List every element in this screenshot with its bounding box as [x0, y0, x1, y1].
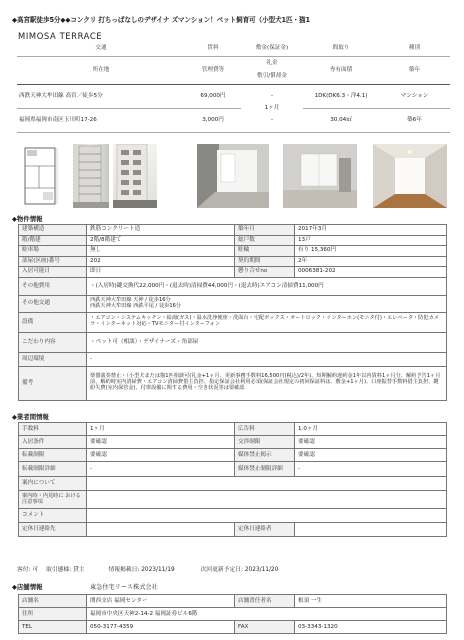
val-ad-fee: 1.0ヶ月	[295, 423, 447, 436]
val-tel: 050-3177-4359	[87, 621, 235, 634]
company-info-table	[18, 422, 447, 537]
summary-deposit-cell	[241, 84, 303, 132]
lbl-tel: TEL	[19, 621, 87, 634]
val-equipment: ・エアコン・システムキッチン・給湯(ガス)・温水洗浄便座・洗面台・宅配ボックス・オートロック・インターホン(モニタ付)・エレベータ・防犯カメラ・インターネット対応・TVモニター付インターフォン	[87, 312, 447, 332]
hdr-type: 種別	[379, 42, 450, 56]
lbl-contract: 契約期間	[235, 256, 295, 267]
interior-photo-2	[283, 144, 357, 208]
lbl-movein: 入居可能日	[19, 267, 87, 278]
val-resale: 要確認	[87, 449, 235, 462]
info-next-update: 次回更新予定日: 2023/11/20	[200, 567, 279, 573]
val-other-traffic-cell	[87, 295, 447, 312]
exterior-photo-2	[113, 144, 157, 208]
val-store-address: 福岡市中央区天神2-14-2 福岡証券ビル6階	[87, 608, 447, 621]
lbl-resale-detail: 転載制限詳細	[19, 462, 87, 477]
store-info-table	[18, 594, 447, 634]
interior-photo-1	[197, 144, 269, 208]
lbl-media-detail: 媒体禁止制限詳細	[235, 462, 295, 477]
listing-info-line	[17, 564, 284, 573]
hdr-age: 築年	[379, 56, 450, 84]
exterior-photo-1	[73, 144, 109, 208]
section-property-info: ◆物件情報	[12, 215, 43, 223]
lbl-parking: 駐車場	[19, 246, 87, 257]
summary-layout: 1DK(DK6.3・洋4.1)	[303, 84, 379, 108]
val-parking: 無し	[87, 246, 235, 257]
lbl-resale: 転載制限	[19, 449, 87, 462]
val-other-traffic-1: 西鉄天神大牟田線 天神 / 徒歩16分	[90, 296, 171, 303]
val-movein: 即日	[87, 267, 235, 278]
interior-photo-3	[373, 144, 447, 208]
hdr-layout: 間取り	[303, 42, 379, 56]
hdr-area: 専有面積	[303, 56, 379, 84]
lbl-fax: FAX	[235, 621, 295, 634]
summary-age: 築6年	[379, 108, 450, 132]
lbl-preferences: こだわり内容	[19, 332, 87, 352]
section-company-info: ◆業者間情報	[12, 413, 49, 421]
lbl-bike: 駐輪	[235, 246, 295, 257]
val-media: 要確認	[295, 449, 447, 462]
lbl-fee: 手数料	[19, 423, 87, 436]
summary-rent: 69,000円	[185, 84, 241, 108]
val-bike: 有り 15,360円	[295, 246, 447, 257]
hdr-amort: 敷引/償却金	[257, 73, 287, 79]
val-media-detail: -	[295, 462, 447, 477]
lbl-room: 部屋(区画)番号	[19, 256, 87, 267]
val-environment: -	[87, 352, 447, 366]
summary-deposit: -	[270, 93, 274, 99]
val-conditions: 要確認	[87, 436, 235, 449]
val-contract: 2年	[295, 256, 447, 267]
summary-key-money: 1ヶ月	[264, 105, 280, 111]
lbl-built: 築年月	[235, 225, 295, 236]
info-posted-date: 情報掲載日: 2023/11/19	[108, 567, 175, 573]
lbl-media: 媒体禁止掲示	[235, 449, 295, 462]
val-fee: 1ヶ月	[87, 423, 235, 436]
headline: ◆高宮駅徒歩5分◆◆コンクリ 打ちっぱなしのデザイナ ズマンション！ペット飼育可（小型犬1匹・猫1	[12, 16, 310, 24]
hdr-key-amort	[241, 56, 303, 84]
val-holiday-contact	[87, 523, 235, 537]
val-built: 2017年3月	[295, 225, 447, 236]
val-preferences: ・ペット可（相談）・デザイナーズ・角部屋	[87, 332, 447, 352]
lbl-conditions: 入居条件	[19, 436, 87, 449]
lbl-store-name: 店舗名	[19, 595, 87, 608]
lbl-negotiation: 交渉制限	[235, 436, 295, 449]
lbl-holiday-contact: 定休日連絡先	[19, 523, 87, 537]
summary-area: 30.04㎡	[303, 108, 379, 132]
val-other-traffic-2: 西鉄天神大牟田線 西鉄平尾 / 徒歩16分	[90, 302, 182, 309]
lbl-equipment: 設備	[19, 312, 87, 332]
lbl-structure: 建築構造	[19, 225, 87, 236]
hdr-mgmt: 管理費等	[185, 56, 241, 84]
hdr-key-money: 礼金	[266, 60, 278, 66]
photo-strip	[17, 144, 447, 208]
store-company-name: 東急住宅リース株式会社	[90, 584, 158, 591]
val-guide	[87, 477, 447, 491]
val-resale-detail: -	[87, 462, 235, 477]
val-holiday-person	[295, 523, 447, 537]
floorplan-image	[17, 144, 69, 208]
summary-amort: -	[270, 117, 274, 123]
summary-type: マンション	[379, 84, 450, 108]
val-manage-no: 0006381-202	[295, 267, 447, 278]
property-name: MIMOSA TERRACE	[18, 31, 103, 41]
summary-traffic: 西鉄天神大牟田線 高宮／徒歩5分	[17, 84, 185, 108]
hdr-deposit: 敷金(保証金)	[241, 42, 303, 56]
lbl-store-manager: 店舗責任者名	[235, 595, 295, 608]
val-fax: 03-3343-1320	[295, 621, 447, 634]
lbl-ad-fee: 広告料	[235, 423, 295, 436]
lbl-units: 総戸数	[235, 235, 295, 246]
property-info-table	[18, 224, 447, 401]
lbl-remarks: 備考	[19, 366, 87, 400]
lbl-manage-no: 懸り合せno	[235, 267, 295, 278]
val-viewing-notes	[87, 491, 447, 509]
val-negotiation: 要確認	[295, 436, 447, 449]
lbl-comment: コメント	[19, 509, 87, 523]
val-comment	[87, 509, 447, 523]
val-remarks: 楽器演奏禁止・（小型犬または猫1匹相談可(礼金+1ヶ月、更新事務手数料16,500円(税込)/2年)、短期解約違約金1年以内賃料1ヶ月分、解約予告1ヶ月前、解約時室内清掃費・エアコン清掃費借主負担、指定保証会社利用必須(保証会社規定の初回保証料は、敷金+1ヶ月)、口座振替手数料借主負担、鍵紛失費(室内保管金)、付帯設備に関する費用・空き状況等は要確認	[87, 366, 447, 400]
lbl-floor: 階/階建	[19, 235, 87, 246]
hdr-rent: 賃料	[185, 42, 241, 56]
summary-address: 福岡県福岡市南区玉川町17-26	[17, 108, 185, 132]
val-units: 13戸	[295, 235, 447, 246]
section-store-info: ◆店舗情報	[12, 583, 43, 591]
hdr-traffic: 交通	[17, 42, 185, 56]
summary-table	[17, 42, 450, 133]
val-structure: 鉄筋コンクリート造	[87, 225, 235, 236]
lbl-viewing-notes: 案内時・内見時に おける注意事項	[19, 491, 87, 509]
info-client: 客付: 可	[17, 567, 39, 573]
lbl-environment: 周辺環境	[19, 352, 87, 366]
hdr-address: 所在地	[17, 56, 185, 84]
lbl-store-address: 住所	[19, 608, 87, 621]
val-floor: 2階/8階建て	[87, 235, 235, 246]
val-other-costs: ・(入居時)鍵交換代22,000円・(退去時)清掃費44,000円・(退去時)エアコン清掃費11,000円	[87, 277, 447, 295]
lbl-other-costs: その他費用	[19, 277, 87, 295]
val-store-manager: 根須 一生	[295, 595, 447, 608]
lbl-holiday-person: 定休日連絡者	[235, 523, 295, 537]
summary-mgmt: 3,000円	[185, 108, 241, 132]
info-transaction: 取引態様: 貸主	[46, 567, 85, 573]
val-room: 202	[87, 256, 235, 267]
lbl-guide: 案内について	[19, 477, 87, 491]
lbl-other-traffic: その他交通	[19, 295, 87, 312]
val-store-name: 関西支店 福岡センター	[87, 595, 235, 608]
